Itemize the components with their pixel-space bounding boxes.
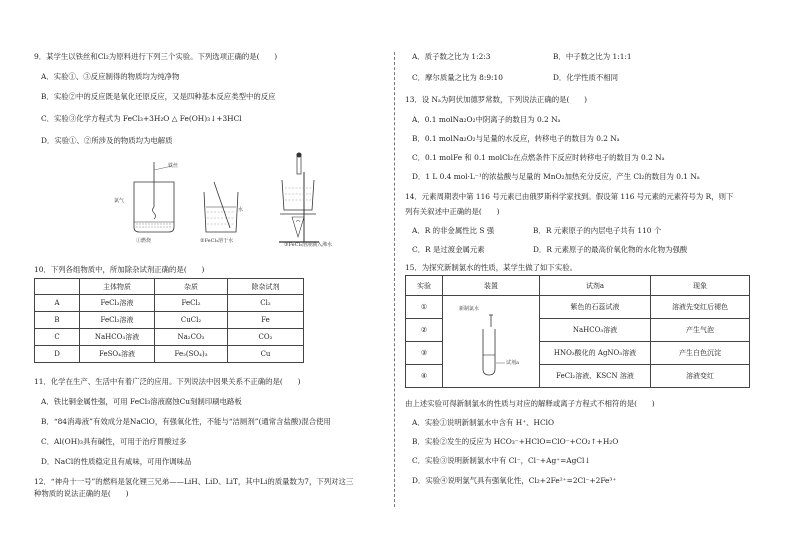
table-cell: ④ xyxy=(406,365,443,388)
q10-header-main: 主体物质 xyxy=(80,279,155,295)
table-cell: D xyxy=(35,346,80,363)
question-13-option-a: A．0.1 molNa₂O₂中阴离子的数目为 0.2 Nₐ xyxy=(412,115,561,124)
question-14-option-d: D．R 元素原子的最高价氧化物的水化物为强酸 xyxy=(533,245,688,254)
table-row xyxy=(406,296,750,319)
q15-header-reagent: 试剂a xyxy=(540,276,651,296)
table-cell: HNO₃酸化的 AgNO₃溶液 xyxy=(540,342,651,365)
table-cell: 产生气泡 xyxy=(651,319,750,342)
question-12-option-d: D．化学性质不相同 xyxy=(553,73,619,82)
question-15-followup: 由上述实验可得新制氯水的性质与对应的解释或离子方程式不相符的是( ) xyxy=(405,399,655,408)
question-15-option-c: C．实验③说明新制氯水中有 Cl⁻，Cl⁻+Ag⁺=AgCl↓ xyxy=(412,456,591,465)
table-cell: 溶液变红 xyxy=(651,365,750,388)
table-cell: Fe xyxy=(228,312,304,329)
table-row xyxy=(35,329,304,346)
table-cell: FeCl₂ xyxy=(155,295,228,312)
question-9-option-b: B．实验②中的反应既是氧化还原反应，又是四种基本反应类型中的反应 xyxy=(41,92,276,101)
figure-caption-3: ③FeCl₃溶液滴入沸水 xyxy=(284,242,333,248)
question-13-option-d: D．1 L 0.4 mol·L⁻¹的浓盐酸与足量的 MnO₂加热充分反应，产生 Cl₂的数目为 0.1 Nₐ xyxy=(412,172,700,181)
q10-header-impurity: 杂质 xyxy=(155,279,228,295)
question-9-figure xyxy=(114,152,344,252)
question-14-stem-line2: 列有关叙述中正确的是( ) xyxy=(405,207,500,216)
table-cell: 产生白色沉淀 xyxy=(651,342,750,365)
table-cell: CuCl₂ xyxy=(155,312,228,329)
question-14-option-c: C．R 是过渡金属元素 xyxy=(412,245,485,254)
question-9-option-c: C．实验③化学方程式为 FeCl₃+3H₂O △ Fe(OH)₃↓+3HCl xyxy=(41,114,242,123)
question-13-stem: 13．设 Nₐ为阿伏加德罗常数，下列说法正确的是( ) xyxy=(405,95,588,104)
question-13-option-c: C．0.1 molFe 和 0.1 molCl₂在点燃条件下反应时转移电子的数目为 0.2 Nₐ xyxy=(412,153,665,162)
column-divider xyxy=(394,52,395,507)
question-9-option-d: D．实验①、②所涉及的物质均为电解质 xyxy=(41,136,173,145)
table-cell: Cu xyxy=(228,346,304,363)
question-11-stem: 11．化学在生产、生活中有着广泛的应用。下列说法中因果关系不正确的是( ) xyxy=(34,377,301,386)
question-9-stem: 9．某学生以铁丝和Cl₂为原料进行下列三个实验。下列选项正确的是( ) xyxy=(34,52,278,61)
question-14-option-a: A．R 的非金属性比 S 强 xyxy=(412,226,495,235)
figure-label-chlorine: 氯气 xyxy=(114,198,125,204)
table-cell: 紫色的石蕊试液 xyxy=(540,296,651,319)
question-12-stem-line2: 种物质的说法正确的是( ) xyxy=(34,489,129,498)
figure-caption-2: ②FeCl₃溶于水 xyxy=(200,238,234,244)
table-row xyxy=(35,312,304,329)
question-11-option-c: C．Al(OH)₃具有碱性，可用于治疗胃酸过多 xyxy=(41,437,187,446)
table-cell: ① xyxy=(406,296,443,319)
question-12-stem-line1: 12．“神舟十一号”的燃料是氢化锂三兄弟——LiH、LiD、LiT，其中Li的质量数为7，下列对这三 xyxy=(34,477,354,486)
question-11-option-b: B．“84消毒液”有效成分是NaClO，有强氧化性，不能与“洁厕剂”(通常含盐酸)混合使用 xyxy=(41,417,331,426)
table-cell: NaHCO₃溶液 xyxy=(540,319,651,342)
question-15-table xyxy=(405,275,750,388)
table-cell: NaHCO₃溶液 xyxy=(80,329,155,346)
question-14-option-b: B．R 元素原子的内层电子共有 110 个 xyxy=(533,226,662,235)
test-tube-icon xyxy=(443,297,539,387)
table-cell: B xyxy=(35,312,80,329)
question-14-stem-line1: 14．元素周期表中第 116 号元素已由俄罗斯科学家找到。假设第 116 号元素的元素符号为 R，则下 xyxy=(405,192,734,201)
table-cell: CO₂ xyxy=(228,329,304,346)
figure-label-water: 水 xyxy=(238,207,244,213)
question-15-option-a: A．实验①说明新制氯水中含有 H⁺、HClO xyxy=(412,418,555,427)
table-cell: C xyxy=(35,329,80,346)
question-11-option-a: A．铁比铜金属性强，可用 FeCl₃溶液腐蚀Cu刻制印刷电路板 xyxy=(41,397,242,406)
q10-header-blank xyxy=(35,279,80,295)
q15-header-apparatus: 装置 xyxy=(443,276,540,296)
table-row xyxy=(35,295,304,312)
question-12-option-b: B．中子数之比为 1:1:1 xyxy=(553,52,632,61)
apparatus-cell xyxy=(443,296,540,388)
question-12-option-c: C．摩尔质量之比为 8:9:10 xyxy=(412,73,503,82)
apparatus-label-reagent-a: 试剂a xyxy=(506,360,519,366)
table-cell: 溶液先变红后褪色 xyxy=(651,296,750,319)
table-cell: FeCl₂溶液、KSCN 溶液 xyxy=(540,365,651,388)
table-cell: ② xyxy=(406,319,443,342)
apparatus-label-chlorine-water: 新制氯水 xyxy=(459,306,480,312)
question-11-option-d: D．NaCl的性质稳定且有咸味，可用作调味品 xyxy=(41,457,192,466)
question-15-option-d: D．实验④说明氯气具有强氧化性，Cl₂+2Fe²⁺=2Cl⁻+2Fe³⁺ xyxy=(412,476,617,485)
question-12-option-a: A．质子数之比为 1:2:3 xyxy=(412,52,491,61)
table-cell: A xyxy=(35,295,80,312)
question-10-stem: 10．下列各组物质中，所加除杂试剂正确的是( ) xyxy=(34,265,205,274)
figure-caption-1: ①燃烧 xyxy=(136,238,152,244)
table-cell: ③ xyxy=(406,342,443,365)
table-cell: FeCl₂溶液 xyxy=(80,312,155,329)
question-10-table xyxy=(34,278,304,363)
q10-header-reagent: 除杂试剂 xyxy=(228,279,304,295)
q15-header-phenomenon: 现象 xyxy=(651,276,750,296)
q15-header-experiment: 实验 xyxy=(406,276,443,296)
question-15-option-b: B．实验②发生的反应为 HCO₃⁻+HClO=ClO⁻+CO₂↑+H₂O xyxy=(412,437,619,446)
table-cell: Cl₂ xyxy=(228,295,304,312)
table-cell: Fe₂(SO₄)₃ xyxy=(155,346,228,363)
figure-label-iron-wire: 铁丝 xyxy=(168,163,179,169)
question-15-stem: 15．为探究新制氯水的性质，某学生做了如下实验。 xyxy=(405,263,578,272)
table-cell: FeCl₃溶液 xyxy=(80,295,155,312)
question-13-option-b: B．0.1 molNa₂O₂与足量的水反应，转移电子的数目为 0.2 Nₐ xyxy=(412,134,620,143)
question-9-option-a: A．实验①、③反应制得的物质均为纯净物 xyxy=(41,72,180,81)
table-cell: FeSO₄溶液 xyxy=(80,346,155,363)
table-cell: Na₂CO₃ xyxy=(155,329,228,346)
table-row xyxy=(35,346,304,363)
